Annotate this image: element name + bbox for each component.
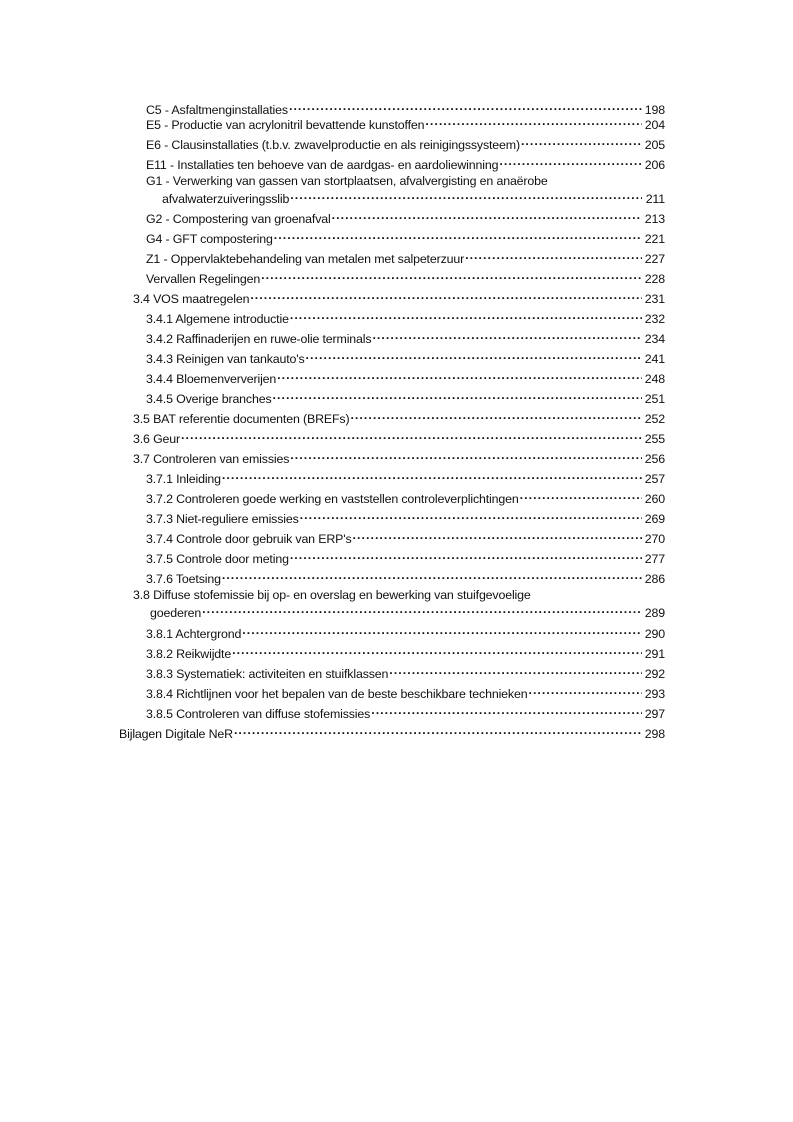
dot-leader [261, 268, 642, 283]
toc-entry-3-4-1[interactable] [146, 308, 665, 327]
toc-entry-bijlagen[interactable] [119, 723, 665, 742]
toc-entry-title: 3.4.2 Raffinaderijen en ruwe-olie terminals [146, 332, 372, 346]
dot-leader [353, 528, 642, 543]
toc-entry-page: 234 [644, 332, 665, 346]
toc-entry-title: Vervallen Regelingen [146, 272, 261, 286]
toc-entry-title: 3.4.5 Overige branches [146, 392, 272, 406]
dot-leader [372, 328, 642, 343]
toc-entry-page: 198 [644, 103, 665, 117]
toc-entry-page: 277 [644, 552, 665, 566]
toc-entry-title: 3.7.4 Controle door gebruik van ERP's [146, 532, 352, 546]
dot-leader [202, 602, 642, 617]
toc-entry-3-4-2[interactable] [146, 328, 665, 347]
toc-entry-3-7-3[interactable] [146, 508, 665, 527]
dot-leader [234, 723, 642, 738]
toc-entry-3-5[interactable] [133, 408, 665, 427]
toc-entry-page: 231 [644, 292, 665, 306]
toc-entry-page: 260 [644, 492, 665, 506]
toc-entry-3-8[interactable] [133, 588, 665, 621]
toc-entry-title: 3.8.3 Systematiek: activiteiten en stuifklassen [146, 667, 389, 681]
toc-entry-title: 3.4.3 Reinigen van tankauto's [146, 352, 305, 366]
toc-entry-page: 256 [644, 452, 665, 466]
toc-entry-page: 297 [644, 707, 665, 721]
dot-leader [290, 308, 642, 323]
toc-entry-title: 3.7.5 Controle door meting [146, 552, 289, 566]
toc-entry-page: 289 [644, 606, 665, 620]
toc-entry-title: 3.4.1 Algemene introductie [146, 312, 289, 326]
dot-leader [300, 508, 642, 523]
toc-entry-page: 290 [644, 627, 665, 641]
toc-entry-page: 205 [644, 138, 665, 152]
toc-entry-page: 257 [644, 472, 665, 486]
toc-entry-title: G4 - GFT compostering [146, 232, 273, 246]
toc-entry-page: 241 [644, 352, 665, 366]
dot-leader [389, 663, 642, 678]
toc-entry-3-8-2[interactable] [146, 643, 665, 662]
toc-entry-page: 213 [644, 212, 665, 226]
dot-leader [250, 288, 642, 303]
toc-entry-3-4-4[interactable] [146, 368, 665, 387]
toc-entry-title: 3.4.4 Bloemenververijen [146, 372, 277, 386]
dot-leader [371, 703, 642, 718]
toc-entry-title-line2: goederen [150, 606, 202, 620]
toc-entry-page: 270 [644, 532, 665, 546]
toc-entry-page: 291 [644, 647, 665, 661]
toc-entry-title: 3.6 Geur [133, 432, 181, 446]
dot-leader [222, 568, 642, 583]
toc-entry-page: 228 [644, 272, 665, 286]
dot-leader [332, 208, 642, 223]
toc-entry-page: 204 [644, 118, 665, 132]
dot-leader [290, 448, 642, 463]
toc-entry-3-7-2[interactable] [146, 488, 665, 507]
toc-entry-3-4-5[interactable] [146, 388, 665, 407]
toc-entry-title-line1: G1 - Verwerking van gassen van stortplaatsen, afvalvergisting en anaërobe [146, 174, 548, 188]
toc-entry-3-6[interactable] [133, 428, 665, 447]
toc-entry-page: 211 [645, 192, 665, 206]
dot-leader [290, 548, 642, 563]
toc-entry-page: 227 [644, 252, 665, 266]
toc-entry-3-7-6[interactable] [146, 568, 665, 587]
toc-entry-title: G2 - Compostering van groenafval [146, 212, 331, 226]
toc-entry-g4[interactable] [146, 228, 665, 247]
toc-entry-g2[interactable] [146, 208, 665, 227]
toc-entry-page: 251 [644, 392, 665, 406]
toc-entry-title-line1: 3.8 Diffuse stofemissie bij op- en overslag en bewerking van stuifgevoelige [133, 588, 531, 602]
toc-entry-z1[interactable] [146, 248, 665, 267]
dot-leader [520, 488, 642, 503]
dot-leader [232, 643, 642, 658]
toc-entry-page: 255 [644, 432, 665, 446]
toc-entry-3-8-4[interactable] [146, 683, 665, 702]
dot-leader [306, 348, 642, 363]
toc-entry-title: E6 - Clausinstallaties (t.b.v. zwavelproductie en als reinigingssysteem) [146, 138, 520, 152]
toc-entry-title: 3.7.2 Controleren goede werking en vaststellen controleverplichtingen [146, 492, 519, 506]
toc-entry-title: 3.7.3 Niet-reguliere emissies [146, 512, 299, 526]
toc-entry-page: 232 [644, 312, 665, 326]
dot-leader [289, 99, 642, 114]
toc-entry-title: 3.5 BAT referentie documenten (BREFs) [133, 412, 350, 426]
toc-entry-title: 3.8.5 Controleren van diffuse stofemissies [146, 707, 371, 721]
toc-entry-3-8-1[interactable] [146, 623, 665, 642]
dot-leader [528, 683, 642, 698]
toc-entry-page: 221 [644, 232, 665, 246]
toc-entry-3-4[interactable] [133, 288, 665, 307]
toc-entry-title: 3.8.2 Reikwijdte [146, 647, 232, 661]
toc-entry-page: 298 [644, 727, 665, 741]
toc-entry-title: 3.8.4 Richtlijnen voor het bepalen van de beste beschikbare technieken [146, 687, 528, 701]
toc-entry-page: 292 [644, 667, 665, 681]
dot-leader [273, 388, 642, 403]
toc-entry-e11[interactable] [146, 154, 665, 173]
toc-entry-3-7-4[interactable] [146, 528, 665, 547]
dot-leader [277, 368, 642, 383]
toc-entry-page: 252 [644, 412, 665, 426]
dot-leader [425, 114, 642, 129]
toc-entry-title: E5 - Productie van acrylonitril bevattende kunstoffen [146, 118, 425, 132]
toc-entry-title-line2: afvalwaterzuiveringsslib [162, 192, 290, 206]
toc-entry-3-8-5[interactable] [146, 703, 665, 722]
toc-entry-title: Z1 - Oppervlaktebehandeling van metalen met salpeterzuur [146, 252, 465, 266]
toc-entry-g1[interactable] [146, 174, 665, 207]
toc-entry-title: 3.7 Controleren van emissies [133, 452, 290, 466]
toc-entry-title: E11 - Installaties ten behoeve van de aardgas- en aardoliewinning [146, 158, 499, 172]
toc-entry-title: 3.8.1 Achtergrond [146, 627, 242, 641]
toc-entry-page: 206 [644, 158, 665, 172]
toc-entry-title: C5 - Asfaltmenginstallaties [146, 103, 288, 117]
dot-leader [290, 188, 642, 203]
toc-entry-vervallen-regelingen[interactable] [146, 268, 665, 287]
dot-leader [350, 408, 642, 423]
toc-entry-3-7-5[interactable] [146, 548, 665, 567]
dot-leader [499, 154, 642, 169]
toc-entry-3-4-3[interactable] [146, 348, 665, 367]
toc-entry-page: 269 [644, 512, 665, 526]
dot-leader [465, 248, 642, 263]
toc-entry-title: 3.7.6 Toetsing [146, 572, 221, 586]
toc-entry-title: 3.4 VOS maatregelen [133, 292, 250, 306]
toc-entry-3-7[interactable] [133, 448, 665, 467]
toc-entry-e6[interactable] [146, 134, 665, 153]
toc-entry-page: 286 [644, 572, 665, 586]
toc-entry-3-7-1[interactable] [146, 468, 665, 487]
dot-leader [521, 134, 642, 149]
toc-entry-title: 3.7.1 Inleiding [146, 472, 221, 486]
dot-leader [222, 468, 642, 483]
toc-entry-3-8-3[interactable] [146, 663, 665, 682]
dot-leader [242, 623, 642, 638]
toc-entry-e5[interactable] [146, 114, 665, 133]
toc-entry-page: 248 [644, 372, 665, 386]
toc-entry-title: Bijlagen Digitale NeR [119, 727, 233, 741]
dot-leader [274, 228, 642, 243]
toc-entry-page: 293 [644, 687, 665, 701]
dot-leader [181, 428, 642, 443]
